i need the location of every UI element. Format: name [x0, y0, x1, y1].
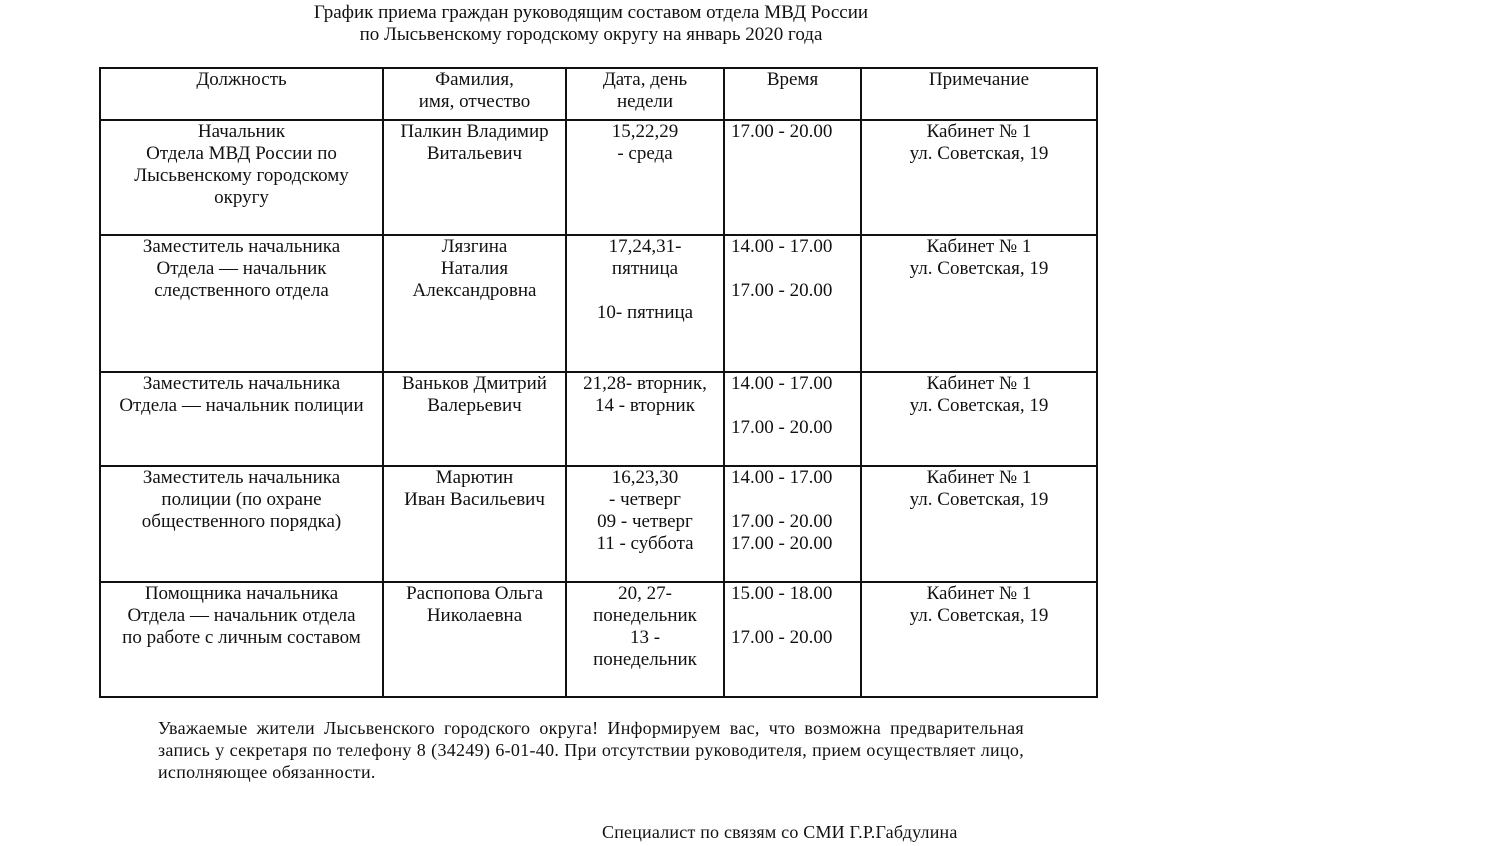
cell-date: 21,28- вторник, 14 - вторник	[566, 372, 724, 466]
table-row	[100, 466, 1097, 582]
document-title	[0, 2, 1182, 46]
table-row	[100, 235, 1097, 372]
cell-position: Начальник Отдела МВД России по Лысьвенскому городскому округу	[100, 120, 383, 235]
cell-note: Кабинет № 1 ул. Советская, 19	[861, 466, 1097, 582]
header-name: Фамилия, имя, отчество	[383, 68, 566, 120]
title-line-1: График приема граждан руководящим составом отдела МВД России	[313, 2, 869, 23]
notice-paragraph: Уважаемые жители Лысьвенского городского округа! Информируем вас, что возможна предварительная запись у секретаря по телефону 8 (34249) 6-01-40. При отсутствии руководителя, прием осуществляет лицо, исполняющее обязанности.	[158, 718, 1024, 782]
cell-note: Кабинет № 1 ул. Советская, 19	[861, 120, 1097, 235]
cell-position: Заместитель начальника Отдела — начальник следственного отдела	[100, 235, 383, 372]
header-position: Должность	[100, 68, 383, 120]
cell-note: Кабинет № 1 ул. Советская, 19	[861, 372, 1097, 466]
cell-date: 20, 27- понедельник 13 - понедельник	[566, 582, 724, 697]
cell-time: 14.00 - 17.00 17.00 - 20.00	[724, 235, 861, 372]
cell-name: Палкин Владимир Витальевич	[383, 120, 566, 235]
cell-date: 15,22,29 - среда	[566, 120, 724, 235]
title-line-2: по Лысьвенскому городскому округу на январь 2020 года	[359, 24, 823, 45]
header-note: Примечание	[861, 68, 1097, 120]
header-date: Дата, день недели	[566, 68, 724, 120]
cell-time: 14.00 - 17.00 17.00 - 20.00 17.00 - 20.00	[724, 466, 861, 582]
header-time: Время	[724, 68, 861, 120]
cell-note: Кабинет № 1 ул. Советская, 19	[861, 582, 1097, 697]
cell-name: Распопова Ольга Николаевна	[383, 582, 566, 697]
cell-name: Лязгина Наталия Александровна	[383, 235, 566, 372]
cell-note: Кабинет № 1 ул. Советская, 19	[861, 235, 1097, 372]
table-header-row	[100, 68, 1097, 120]
table-row	[100, 120, 1097, 235]
cell-position: Заместитель начальника полиции (по охране общественного порядка)	[100, 466, 383, 582]
cell-position: Заместитель начальника Отдела — начальник полиции	[100, 372, 383, 466]
signature: Специалист по связям со СМИ Г.Р.Габдулина	[602, 822, 958, 842]
cell-name: Ваньков Дмитрий Валерьевич	[383, 372, 566, 466]
cell-time: 14.00 - 17.00 17.00 - 20.00	[724, 372, 861, 466]
cell-time: 15.00 - 18.00 17.00 - 20.00	[724, 582, 861, 697]
table-row	[100, 582, 1097, 697]
table-row	[100, 372, 1097, 466]
cell-date: 17,24,31- пятница 10- пятница	[566, 235, 724, 372]
cell-position: Помощника начальника Отдела — начальник отдела по работе с личным составом	[100, 582, 383, 697]
cell-name: Марютин Иван Васильевич	[383, 466, 566, 582]
schedule-table	[99, 67, 1098, 698]
cell-time: 17.00 - 20.00	[724, 120, 861, 235]
cell-date: 16,23,30 - четверг 09 - четверг 11 - суббота	[566, 466, 724, 582]
